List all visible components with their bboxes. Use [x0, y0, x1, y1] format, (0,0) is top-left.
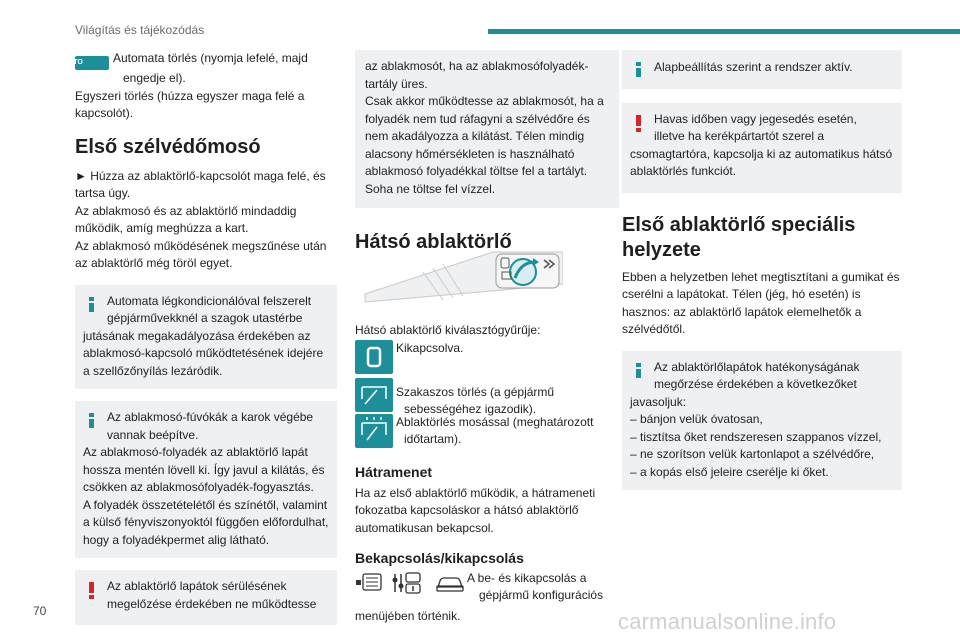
- washer-step: ► Húzza az ablaktörlő-kapcsolót maga felé, és tartsa úgy.: [75, 168, 326, 200]
- heading-front-washer: Első szélvédőmosó: [75, 135, 261, 158]
- tip-item: – ne szorítson velük kartonlapot a szélvédőre,: [630, 447, 875, 461]
- auto-wipe-icon: AUTO: [75, 56, 109, 70]
- selector-off-row: Kikapcsolva.: [355, 340, 619, 374]
- info-icon: [636, 62, 641, 77]
- info-icon: [89, 413, 94, 428]
- vehicle-settings-icon: [391, 570, 423, 596]
- warning-icon: [636, 115, 641, 132]
- column-2-lower: [355, 322, 619, 626]
- heading-on-off: Bekapcsolás/kikapcsolás: [355, 550, 524, 566]
- page-number: 70: [33, 604, 47, 618]
- auto-wipe-item: AUTO Automata törlés (nyomja lefelé, majd: [75, 50, 337, 70]
- warning-box-continued: az ablakmosót, ha az ablakmosófolyadék-tartály üres. Csak akkor működtesse az ablakmosót, ha a folyadék nem tud ráfagyni a szélvédőre és nem akadályozza a kilátást. Télen mindig alacsony hőmérsékleten is használható ablakmosó folyadékkal töltse fel a tartályt. Soha ne töltse fel vízzel.: [355, 50, 619, 208]
- column-3: [622, 50, 902, 490]
- tip-item: – bánjon velük óvatosan,: [630, 412, 763, 426]
- selector-intro: Hátsó ablaktörlő kiválasztógyűrűje:: [355, 323, 541, 337]
- heading-rear-wiper: Hátsó ablaktörlő: [355, 231, 512, 253]
- configuration-icons-row: A be- és kikapcsolás a gépjármű konfigurációs: [355, 570, 619, 608]
- reverse-text: Ha az első ablaktörlő működik, a hátrameneti fokozatba kapcsoláskor a hátsó ablaktörlő automatikusan bekapcsol.: [355, 485, 596, 535]
- warning-icon: [89, 582, 94, 599]
- rear-wash-wipe-icon: [355, 414, 393, 448]
- on-off-text-end: menüjében történik.: [355, 609, 461, 623]
- info-box-washer-jets: Az ablakmosó-fúvókák a karok végébe vannak beépítve. Az ablakmosó-folyadék az ablaktörlő lapát hossza mentén lövell ki. Így javul a kilátás, és csökken az ablakmosófolyadék-fogyasztás. A folyadék összetételétől és színétől, valamint a külső fényviszonyoktól függően előfordulhat, hogy a folyadékpermet alig látható.: [75, 401, 337, 558]
- washer-text-2: Az ablakmosó működésének megszűnése után az ablaktörlő még töröl egyet.: [75, 238, 327, 270]
- info-box-blade-care: Az ablaktörlőlapátok hatékonyságának megőrzése érdekében a következőket javasoljuk: – bánjon velük óvatosan, – tisztítsa őket rendszeresen szappanos vízzel, – ne szorítson velük kartonlapot a szélvédőre, – a kopás első jeleire cserélje ki őket.: [622, 351, 902, 491]
- heading-special-position: Első ablaktörlő speciális helyzete: [622, 213, 856, 261]
- info-icon: [636, 363, 641, 378]
- selector-intermittent-row: Szakaszos törlés (a gépjármű sebességéhez igazodik).: [355, 378, 619, 419]
- special-position-text: Ebben a helyzetben lehet megtisztítani a gumikat és cserélni a lapátokat. Télen (jég, hó esetén) is hasznos: az ablaktörlő lapátok elemelhetők a szélvédőtől.: [622, 269, 900, 336]
- column-1: [63, 50, 337, 625]
- heading-reverse: Hátramenet: [355, 463, 433, 480]
- info-icon: [89, 297, 94, 312]
- info-box-air-conditioning: Automata légkondicionálóval felszerelt gépjárművekknél a szagok utastérbe jutásának megakadályozása érdekében az ablakmosó-kapcsoló működtetésének idejére a szellőzőnyílás lezáródik.: [75, 285, 337, 390]
- washer-text-1: Az ablakmosó és az ablaktörlő mindaddig működik, amíg meghúzza a kart.: [75, 203, 297, 235]
- wiper-off-icon: [355, 340, 393, 374]
- warning-box-snow-ice: Havas időben vagy jegesedés esetén, illetve ha kerékpártartót szerel a csomagtartóra, kapcsolja ki az automatikus hátsó ablaktörlés funkciót.: [622, 103, 902, 193]
- touchscreen-icon: [355, 572, 383, 594]
- car-icon: [435, 574, 465, 594]
- single-wipe-text: Egyszeri törlés (húzza egyszer maga felé a kapcsolót).: [75, 88, 305, 120]
- running-title: Világítás és tájékozódás: [75, 23, 205, 37]
- column-2: [355, 50, 619, 255]
- tip-item: – a kopás első jeleire cserélje ki őket.: [630, 464, 829, 479]
- watermark: carmanualsonline.info: [618, 609, 837, 634]
- tip-item: – tisztítsa őket rendszeresen szappanos vízzel,: [630, 429, 882, 444]
- rear-wiper-intermittent-icon: [355, 378, 393, 412]
- selector-wash-row: Ablaktörlés mosással (meghatározott időtartam).: [355, 414, 619, 449]
- warning-box-blades: Az ablaktörlő lapátok sérülésének megelőzése érdekében ne működtesse: [75, 570, 337, 625]
- info-box-default-active: Alapbeállítás szerint a rendszer aktív.: [622, 50, 902, 89]
- rear-wiper-stalk-illustration: [363, 244, 563, 312]
- header-accent-bar: [488, 29, 960, 34]
- auto-wipe-line2: engedje el).: [123, 71, 186, 85]
